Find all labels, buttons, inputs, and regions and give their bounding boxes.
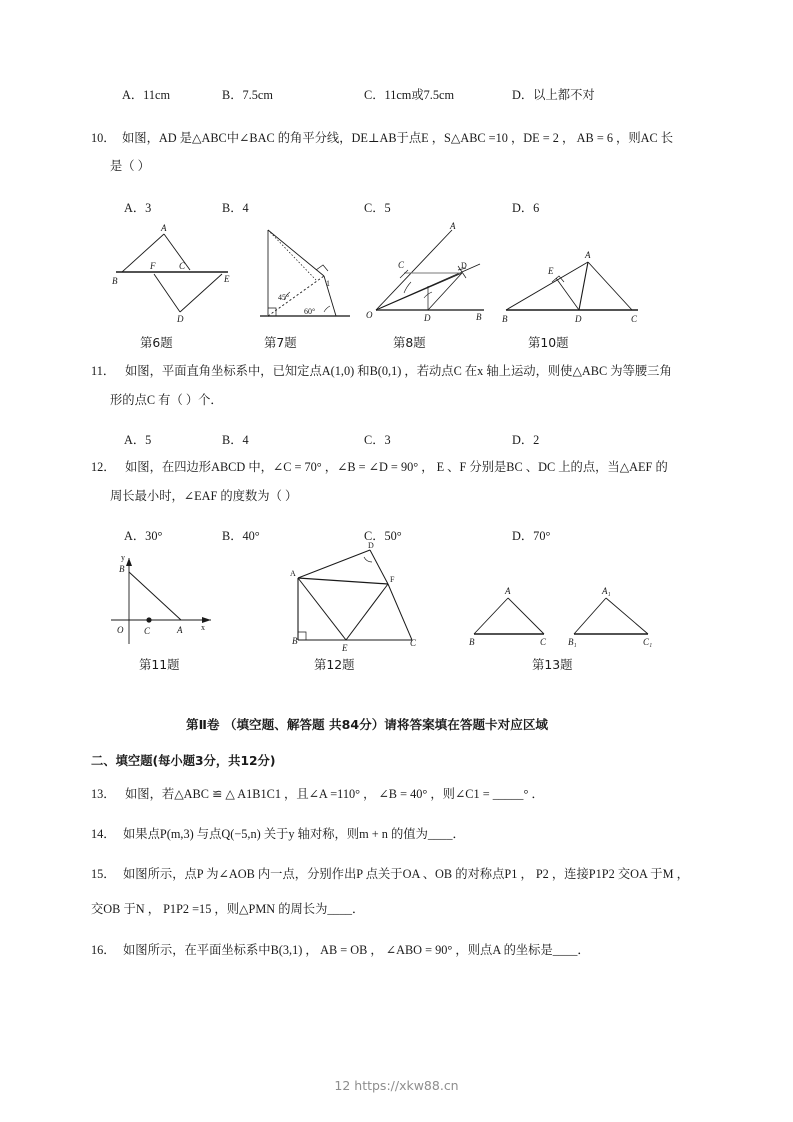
fig6-label-D: D	[177, 314, 184, 324]
q11-number: 11．	[91, 364, 116, 378]
fig7-label-60: 60°	[304, 307, 316, 316]
figure-q6	[106, 220, 240, 324]
q11-choice-a: A．5	[124, 433, 152, 447]
fig10-label-B: B	[502, 314, 508, 324]
fig8-label-C: C	[398, 260, 405, 270]
q12-choice-a: A．30°	[124, 529, 163, 543]
fig13-label-C1: C₁	[643, 637, 653, 647]
caption-q6: 第6题	[140, 335, 173, 350]
fig6-label-F: F	[150, 261, 156, 271]
q12-choice-b: B．40°	[222, 529, 260, 543]
fig12-label-A: A	[290, 569, 296, 578]
q10-choice-a: A．3	[124, 201, 152, 215]
q12-stem-line1: 如图，在四边形ABCD 中，∠C = 70° ，∠B = ∠D = 90° ， E 、F 分别是BC 、DC 上的点，当△AEF 的	[125, 460, 668, 474]
q16-number: 16．	[91, 943, 116, 957]
section-2-heading: 第Ⅱ卷 （填空题、解答题 共84分）请将答案填在答题卡对应区域	[186, 717, 549, 732]
fig12-label-E: E	[342, 643, 348, 652]
fig12-label-D: D	[368, 541, 374, 550]
fig8-label-B: B	[476, 312, 482, 322]
caption-q11: 第11题	[139, 657, 180, 672]
q16-text: 如图所示，在平面坐标系中B(3,1) ， AB = OB ， ∠ABO = 90° ，则点A 的坐标是____．	[123, 943, 590, 957]
section-2-subheading: 二、填空题(每小题3分，共12分)	[91, 754, 276, 768]
q14-text: 如果点P(m,3) 与点Q(−5,n) 关于y 轴对称，则m + n 的值为____．	[123, 827, 465, 841]
figure-q13	[466, 572, 656, 648]
q11-choice-d: D．2	[512, 433, 540, 447]
caption-q10: 第10题	[528, 335, 569, 350]
fig8-label-D2: D	[424, 313, 431, 323]
q11-stem-line2: 形的点C 有（ ）个．	[110, 393, 223, 407]
q10-stem-line1: 如图，AD 是△ABC中∠BAC 的角平分线，DE⊥AB于点E ，S△ABC =10 ，DE = 2 ， AB = 6 ，则AC 长	[122, 131, 674, 145]
figure-q7	[254, 220, 356, 324]
footer-watermark: 12 https://xkw88.cn	[334, 1078, 459, 1093]
fig13-label-A1: A₁	[602, 586, 611, 596]
fig7-label-1: 1	[326, 279, 330, 288]
fig13-label-B: B	[469, 637, 475, 647]
fig11-label-B: B	[119, 564, 125, 574]
q9-choice-a: A．11cm	[122, 88, 171, 102]
fig11-label-A: A	[177, 625, 183, 635]
fig11-label-O: O	[117, 625, 124, 635]
figure-q11	[101, 550, 223, 650]
caption-q12: 第12题	[314, 657, 355, 672]
fig12-label-F: F	[390, 575, 395, 584]
q10-choice-b: B．4	[222, 201, 249, 215]
q15-number: 15．	[91, 867, 116, 881]
fig13-label-A: A	[505, 586, 511, 596]
fig8-label-O: O	[366, 310, 373, 320]
q10-choice-c: C．5	[364, 201, 391, 215]
fig12-label-B: B	[292, 636, 298, 646]
q13-number: 13．	[91, 787, 116, 801]
fig6-label-B: B	[112, 276, 118, 286]
fig11-label-C: C	[144, 626, 151, 636]
fig8-label-A: A	[450, 221, 456, 231]
q11-choice-c: C．3	[364, 433, 391, 447]
q12-choice-d: D．70°	[512, 529, 551, 543]
q10-choice-d: D．6	[512, 201, 540, 215]
fig13-label-C: C	[540, 637, 547, 647]
q13-text: 如图，若△ABC ≌ △ A1B1C1 ，且∠A =110° ， ∠B = 40° ，则∠C1 = _____° ．	[125, 787, 544, 801]
fig10-label-E: E	[548, 266, 554, 276]
q11-choice-b: B．4	[222, 433, 249, 447]
fig10-label-D: D	[575, 314, 582, 324]
q10-number: 10．	[91, 131, 116, 145]
q9-choice-b: B．7.5cm	[222, 88, 273, 102]
fig6-label-C: C	[179, 261, 186, 271]
q12-number: 12．	[91, 460, 116, 474]
fig11-label-y: y	[121, 553, 125, 562]
caption-q8: 第8题	[393, 335, 426, 350]
fig11-label-x: x	[201, 623, 205, 632]
fig13-label-B1: B₁	[568, 637, 577, 647]
q15-line2: 交OB 于N ， P1P2 =15 ，则△PMN 的周长为____．	[91, 902, 365, 916]
q14-number: 14．	[91, 827, 116, 841]
fig10-label-C: C	[631, 314, 638, 324]
q15-line1: 如图所示，点P 为∠AOB 内一点，分别作出P 点关于OA 、OB 的对称点P1 ， P2 ，连接P1P2 交OA 于M ，	[123, 867, 689, 881]
figure-q8	[366, 220, 492, 324]
fig6-label-E: E	[224, 274, 230, 284]
figure-q12	[284, 540, 424, 652]
fig10-label-A: A	[585, 250, 591, 260]
fig12-label-C: C	[410, 638, 417, 648]
figure-q10	[496, 228, 646, 324]
q12-stem-line2: 周长最小时，∠EAF 的度数为（ ）	[110, 489, 298, 503]
caption-q13: 第13题	[532, 657, 573, 672]
fig7-label-45: 45°	[278, 293, 290, 302]
q9-choices-row	[0, 85, 793, 101]
q10-stem-line2: 是（ ）	[110, 159, 150, 173]
q12-choice-c: C．50°	[364, 529, 402, 543]
caption-q7: 第7题	[264, 335, 297, 350]
fig8-label-D: D	[461, 261, 467, 270]
q11-choices-row	[0, 430, 793, 446]
fig6-label-A: A	[161, 223, 167, 233]
q11-stem-line1: 如图，平面直角坐标系中，已知定点A(1,0) 和B(0,1) ，若动点C 在x 轴上运动，则使△ABC 为等腰三角	[125, 364, 672, 378]
q10-choices-row	[0, 198, 793, 214]
q9-choice-d: D．以上都不对	[512, 88, 595, 102]
q9-choice-c: C．11cm或7.5cm	[364, 88, 455, 102]
